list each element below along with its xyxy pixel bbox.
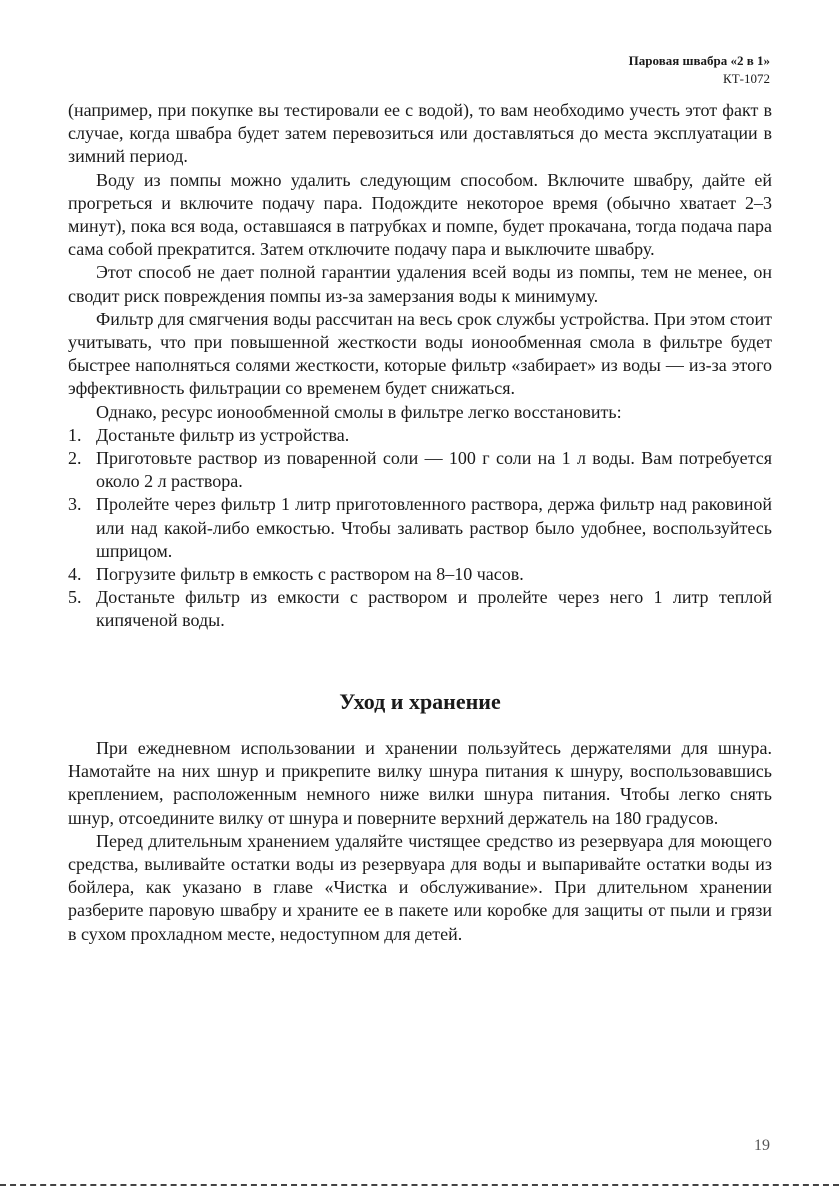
paragraph-continuation: (например, при покупке вы тестировали ее с водой), то вам необходимо учесть этот факт в случае, когда швабра будет затем перевозиться или доставляться до места эксплуатации в зимний период. bbox=[68, 100, 772, 167]
list-item-number: 4. bbox=[68, 564, 82, 585]
list-item-text: Пролейте через фильтр 1 литр приготовленного раствора, держа фильтр над раковиной или над какой-либо емкостью. Чтобы заливать раствор было удобнее, воспользуйтесь шприцом. bbox=[96, 494, 772, 561]
list-item bbox=[68, 563, 772, 586]
page-number: 19 bbox=[754, 1137, 770, 1154]
header-product-title: Паровая швабра «2 в 1» bbox=[628, 53, 770, 68]
header-model-number: КТ-1072 bbox=[723, 71, 770, 86]
list-item-number: 5. bbox=[68, 587, 82, 608]
restore-steps-list bbox=[68, 424, 772, 633]
list-item-text: Достаньте фильтр из емкости с раствором и пролейте через него 1 литр теплой кипяченой воды. bbox=[96, 587, 772, 631]
main-text-block bbox=[68, 99, 772, 633]
list-item bbox=[68, 447, 772, 493]
list-item bbox=[68, 493, 772, 563]
paragraph-long-storage: Перед длительным хранением удаляйте чистящее средство из резервуара для моющего средства, выливайте остатки воды из резервуара для воды и выпаривайте остатки воды из бойлера, как указано в главе «Чистка и обслуживание». При длительном хранении разберите паровую швабру и храните ее в пакете или коробке для защиты от пыли и грязи в сухом прохладном месте, недоступном для детей. bbox=[68, 830, 772, 944]
running-header bbox=[629, 52, 770, 88]
list-item bbox=[68, 424, 772, 447]
paragraph-filter: Фильтр для смягчения воды рассчитан на весь срок службы устройства. При этом стоит учитывать, что при повышенной жесткости воды ионообменная смола в фильтре будет быстрее наполняться солями жесткости, которые фильтр «забирает» из воды — из-за этого эффективность фильтрации со временем будет снижаться. bbox=[68, 308, 772, 399]
list-item bbox=[68, 586, 772, 632]
paragraph-pump-water: Воду из помпы можно удалить следующим способом. Включите швабру, дайте ей прогреться и включите подачу пара. Подождите некоторое время (обычно хватает 2–3 минут), пока вся вода, оставшаяся в патрубках и помпе, будет прокачана, тогда подача пара сама собой прекратится. Затем отключите подачу пара и выключите швабру. bbox=[68, 169, 772, 260]
paragraph-resin-restore: Однако, ресурс ионообменной смолы в фильтре легко восстановить: bbox=[96, 401, 622, 422]
page-bottom-rule bbox=[0, 1184, 839, 1186]
paragraph-no-guarantee: Этот способ не дает полной гарантии удаления всей воды из помпы, тем не менее, он сводит риск повреждения помпы из-за замерзания воды к минимуму. bbox=[68, 262, 772, 306]
paragraph-cord-holders: При ежедневном использовании и хранении пользуйтесь держателями для шнура. Намотайте на них шнур и прикрепите вилку шнура питания к шнуру, воспользовавшись креплением, расположенным немного ниже вилки шнура питания. Чтобы легко снять шнур, отсоедините вилку от шнура и поверните верхний держатель на 180 градусов. bbox=[68, 738, 772, 828]
list-item-number: 1. bbox=[68, 424, 82, 445]
section-heading: Уход и хранение bbox=[339, 689, 501, 714]
list-item-number: 3. bbox=[68, 494, 82, 515]
list-item-text: Погрузите фильтр в емкость с раствором на 8–10 часов. bbox=[96, 564, 524, 585]
care-storage-text-block bbox=[68, 737, 772, 946]
list-item-text: Достаньте фильтр из устройства. bbox=[96, 424, 350, 445]
list-item-number: 2. bbox=[68, 448, 82, 469]
list-item-text: Приготовьте раствор из поваренной соли — 100 г соли на 1 л воды. Вам потребуется около 2 л раствора. bbox=[96, 448, 772, 492]
